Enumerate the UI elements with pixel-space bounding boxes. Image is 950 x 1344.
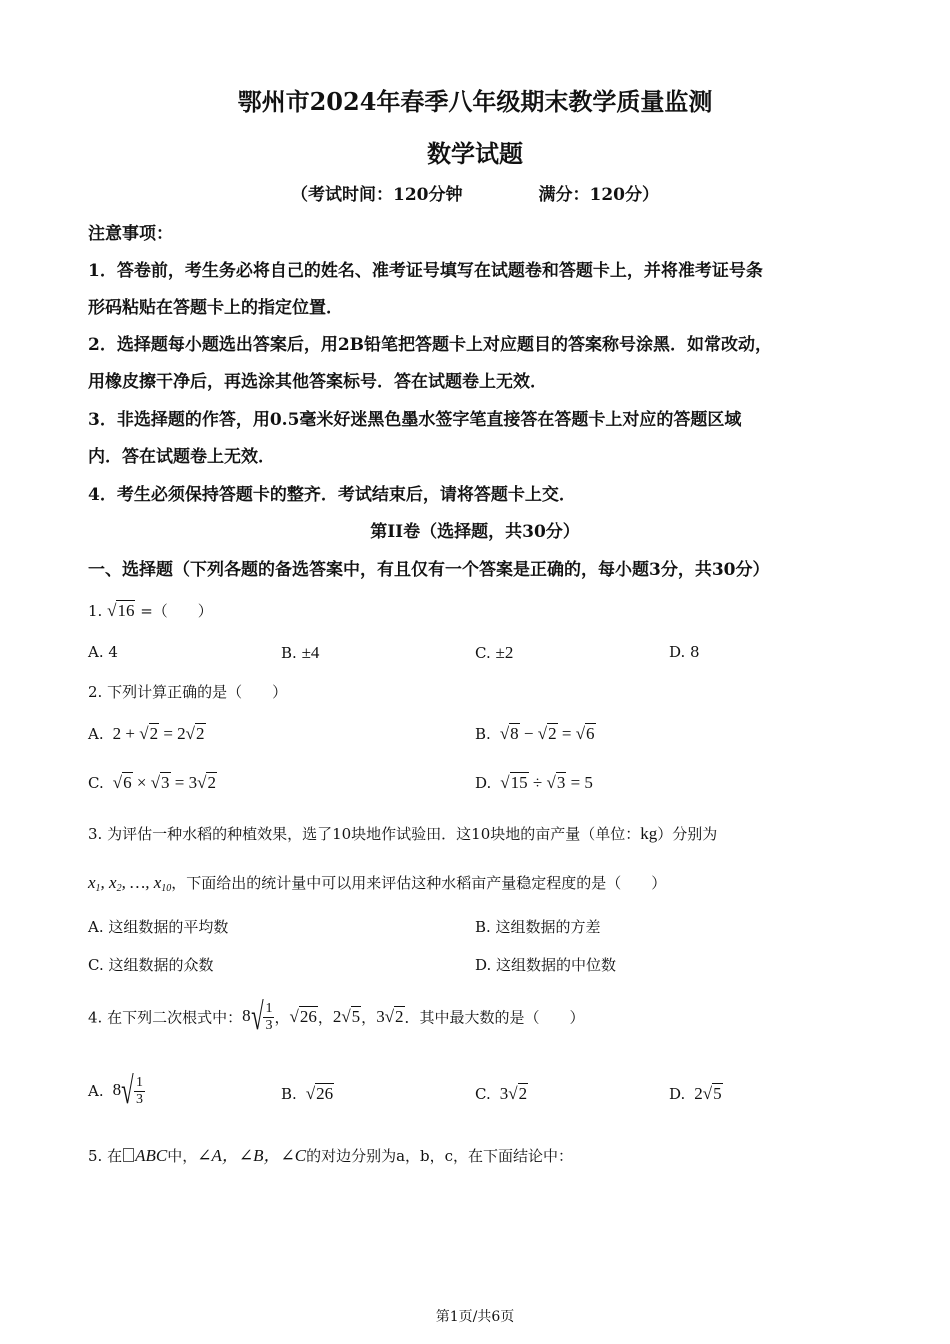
notice-line-3a: 3．非选择题的作答，用0.5毫米好迷黑色墨水签字笔直接答在答题卡上对应的答题区域 xyxy=(88,410,742,430)
q3-unit: kg xyxy=(640,824,658,843)
page-subtitle: 数学试题 xyxy=(427,139,523,168)
q1-option-b: B. ±4 xyxy=(281,643,320,662)
q5-triangle-name: ABC xyxy=(135,1146,168,1165)
q2-option-a: A. 2 + √2 = 2√2 xyxy=(88,724,205,743)
notice-line-2b: 用橡皮擦干净后，再选涂其他答案标号．答在试题卷上无效． xyxy=(88,372,547,392)
q1-option-b-value: ±4 xyxy=(301,643,320,662)
triangle-symbol xyxy=(123,1148,134,1162)
q1-option-c: C. ±2 xyxy=(475,643,514,662)
q1-option-a: A. 4 xyxy=(88,643,118,661)
q1-option-c-value: ±2 xyxy=(495,643,514,662)
q1-radicand: 16 xyxy=(117,601,135,620)
q3-option-c: C. 这组数据的众数 xyxy=(88,956,214,974)
page-footer: 第1页/共6页 xyxy=(435,1309,515,1325)
q3-option-a: A. 这组数据的平均数 xyxy=(88,918,229,936)
exam-score: 满分：120分） xyxy=(538,185,659,205)
question-5: 5. 在 ABC中，∠A，∠B，∠C的对边分别为a，b，c，在下面结论中： xyxy=(88,1146,574,1165)
q5-angles: ∠A，∠B，∠C xyxy=(197,1146,307,1165)
q3-option-d: D. 这组数据的中位数 xyxy=(475,956,617,974)
question-4: 4. 在下列二次根式中：8√ $\frac{1}{3}$ ，√26，2√5，3√2．其中最大数的是（ ） xyxy=(88,996,585,1038)
q4-option-c: C. 3√2 xyxy=(475,1084,528,1103)
q4-option-a: A. 8√ $\frac{1}{3}$ xyxy=(88,1070,143,1112)
q2-d-expr: √15 ÷ √3 = 5 xyxy=(500,773,593,792)
q1-sqrt: √16 xyxy=(107,601,135,620)
q2-option-c: C. √6 × √3 = 3√2 xyxy=(88,773,216,792)
question-2: 2. 下列计算正确的是（ ） xyxy=(88,683,288,701)
notice-heading: 注意事项： xyxy=(88,224,173,244)
notice-line-1a: 1．答卷前，考生务必将自己的姓名、准考证号填写在试题卷和答题卡上，并将准考证号条 xyxy=(88,261,763,281)
notice-line-2a: 2．选择题每小题选出答案后，用2B铅笔把答题卡上对应题目的答案称号涂黑．如常改动， xyxy=(88,335,773,355)
notice-line-3b: 内．答在试题卷上无效． xyxy=(88,447,275,467)
notice-line-1b: 形码粘贴在答题卡上的指定位置． xyxy=(88,298,343,318)
notice-line-4: 4．考生必须保持答题卡的整齐．考试结束后，请将答题卡上交． xyxy=(88,485,576,505)
q4-option-b: B. √26 xyxy=(281,1084,334,1103)
q3-option-b: B. 这组数据的方差 xyxy=(475,918,601,936)
q2-option-d: D. √15 ÷ √3 = 5 xyxy=(475,773,593,792)
volume-heading: 第II卷（选择题，共30分） xyxy=(370,522,580,542)
q2-a-expr: 2 + √2 = 2√2 xyxy=(108,724,205,743)
page-title: 鄂州市2024年春季八年级期末教学质量监测 xyxy=(237,87,713,116)
q4-option-d: D. 2√5 xyxy=(669,1084,722,1103)
question-3-line-1: 3. 为评估一种水稻的种植效果，选了10块地作试验田．这10块地的亩产量（单位：kg）分别为 xyxy=(88,824,718,843)
exam-time: （考试时间：120分钟 xyxy=(291,185,463,205)
q1-tail: =（ ） xyxy=(140,602,213,620)
q1-number: 1. xyxy=(88,602,103,620)
q2-c-expr: √6 × √3 = 3√2 xyxy=(112,773,216,792)
q3-variables: $x_1$, $x_2$, …, $x_{10}$ xyxy=(88,873,172,894)
question-3-line-2: $x_1$, $x_2$, …, $x_{10}$，下面给出的统计量中可以用来评估这种水稻亩产量稳定程度的是（ ） xyxy=(88,873,667,894)
q1-option-d: D. 8 xyxy=(669,643,700,661)
q4-expr-1: 8√ $\frac{1}{3}$ xyxy=(242,996,273,1038)
q2-b-expr: √8 − √2 = √6 xyxy=(499,724,595,743)
exam-info xyxy=(0,180,950,205)
part1-heading: 一、选择题（下列各题的备选答案中，有且仅有一个答案是正确的，每小题3分，共30分） xyxy=(88,560,770,580)
q2-option-b: B. √8 − √2 = √6 xyxy=(475,724,595,743)
question-1 xyxy=(88,600,213,621)
